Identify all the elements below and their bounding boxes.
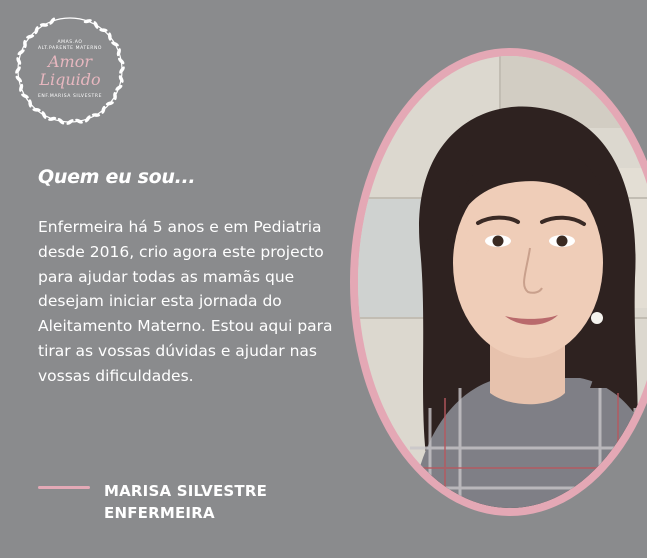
accent-divider bbox=[38, 486, 90, 489]
logo-brand-line2: Liquido bbox=[39, 70, 101, 89]
signature-role: ENFERMEIRA bbox=[104, 504, 215, 522]
logo-brand-line1: Amor bbox=[47, 52, 92, 71]
laurel-leaf bbox=[48, 17, 56, 26]
logo-sub-text: ALT.PARENTE MATERNO bbox=[37, 46, 103, 51]
logo-bottom-text: ENF.MARISA SILVESTRE bbox=[37, 94, 103, 99]
laurel-leaf bbox=[26, 34, 35, 40]
logo-top-text: AMAS.AO bbox=[57, 40, 83, 45]
laurel-leaf bbox=[41, 110, 48, 119]
profile-photo bbox=[350, 48, 647, 516]
signature-block bbox=[104, 480, 267, 524]
signature-name: MARISA SILVESTRE bbox=[104, 482, 268, 500]
section-heading: Quem eu sou... bbox=[38, 166, 196, 188]
laurel-leaf bbox=[32, 108, 41, 112]
bio-paragraph: Enfermeira há 5 anos e em Pediatria desde 2016, crio agora este projecto para ajudar todas as mamãs que desejam iniciar esta jornada do Aleitamento Materno. Estou aqui para tirar as vossas dúvidas e ajudar nas vossas dificuldades. bbox=[38, 218, 333, 385]
laurel-leaf bbox=[83, 18, 92, 24]
brand-logo bbox=[12, 12, 128, 128]
laurel-leaf bbox=[28, 99, 32, 108]
laurel-leaf bbox=[93, 20, 100, 29]
laurel-leaf bbox=[105, 101, 114, 107]
laurel-leaf bbox=[34, 26, 40, 35]
portrait-illustration bbox=[350, 48, 647, 516]
laurel-leaf bbox=[101, 105, 107, 114]
laurel-leaf bbox=[48, 116, 57, 122]
laurel-leaf bbox=[99, 28, 108, 32]
logo-brand bbox=[12, 53, 128, 89]
laurel-leaf bbox=[84, 114, 92, 123]
